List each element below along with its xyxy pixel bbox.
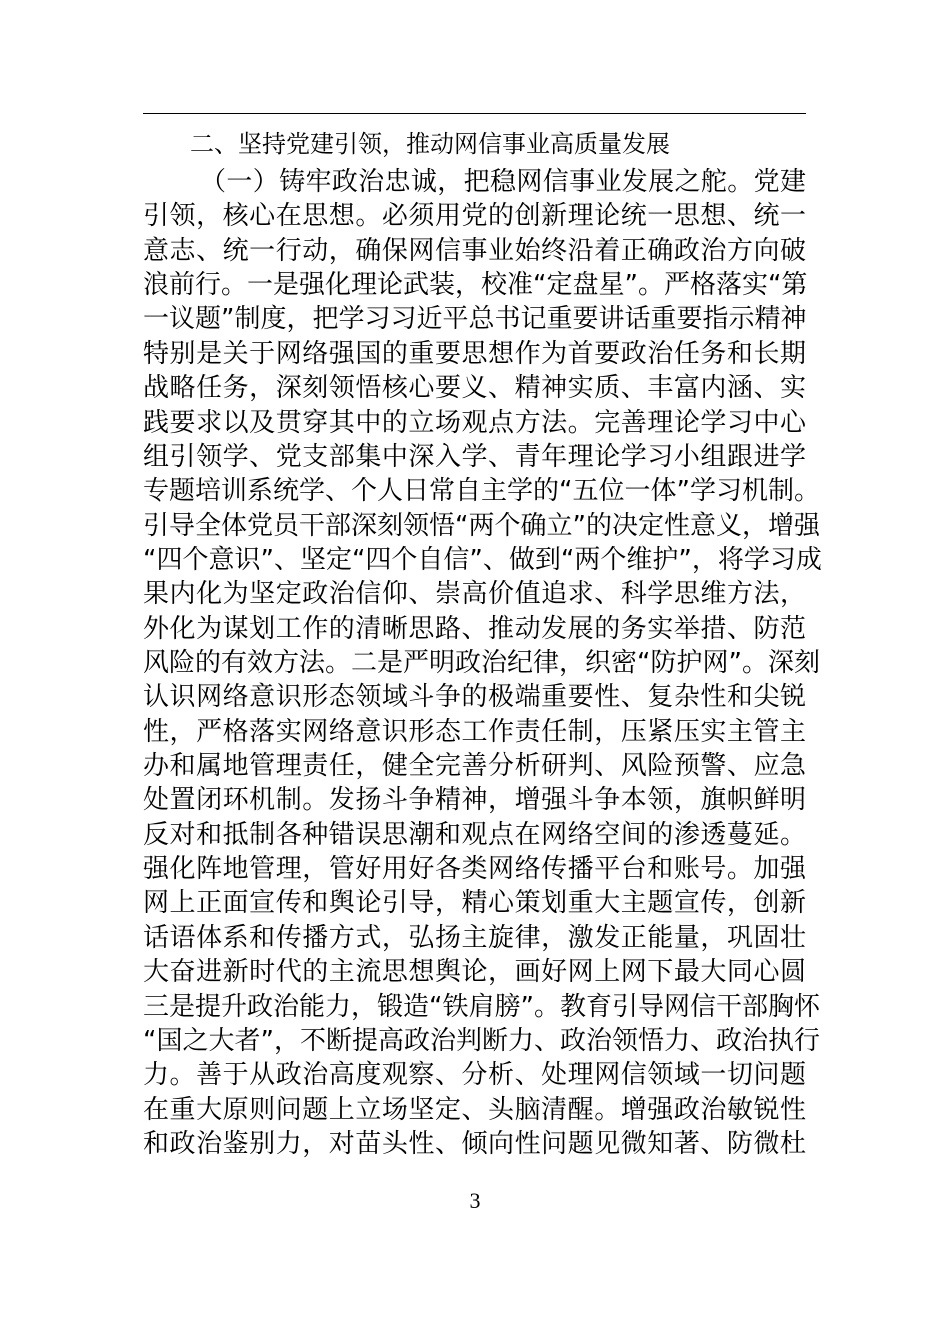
paragraph-line: 引导全体党员干部深刻领悟“两个确立”的决定性意义，增强 [143,511,820,541]
paragraph-line: “国之大者”，不断提高政治判断力、政治领悟力、政治执行 [143,1026,820,1056]
paragraph-line: 风险的有效方法。二是严明政治纪律，织密“防护网”。深刻 [143,648,820,678]
paragraph-line: 组引领学、党支部集中深入学、青年理论学习小组跟进学 [143,442,806,472]
paragraph-line: 果内化为坚定政治信仰、崇高价值追求、科学思维方法， [143,579,806,609]
paragraph-line: 处置闭环机制。发扬斗争精神，增强斗争本领，旗帜鲜明 [143,785,806,815]
paragraph-line: 大奋进新时代的主流思想舆论，画好网上网下最大同心圆 [143,957,806,987]
paragraph-line: 专题培训系统学、个人日常自主学的“五位一体”学习机制。 [143,476,820,506]
paragraph-line: 话语体系和传播方式，弘扬主旋律，激发正能量，巩固壮 [143,923,806,953]
page-number: 3 [469,1188,481,1213]
paragraph-line: 外化为谋划工作的清晰思路、推动发展的务实举措、防范 [143,614,806,644]
paragraph-line: “四个意识”、坚定“四个自信”、做到“两个维护”，将学习成 [143,545,822,575]
paragraph-line: 强化阵地管理，管好用好各类网络传播平台和账号。加强 [143,854,806,884]
paragraph-line: 反对和抵制各种错误思潮和观点在网络空间的渗透蔓延。 [143,820,806,850]
paragraph-line: 认识网络意识形态领域斗争的极端重要性、复杂性和尖锐 [143,682,806,712]
paragraph-line: 办和属地管理责任，健全完善分析研判、风险预警、应急 [143,751,806,781]
header-rule [143,113,806,114]
paragraph-line: 践要求以及贯穿其中的立场观点方法。完善理论学习中心 [143,408,806,438]
paragraph-line: 浪前行。一是强化理论武装，校准“定盘星”。严格落实“第 [143,270,808,300]
paragraph-line: 力。善于从政治高度观察、分析、处理网信领域一切问题 [143,1060,806,1090]
paragraph-line: 引领，核心在思想。必须用党的创新理论统一思想、统一 [143,201,806,231]
paragraph-line: 性，严格落实网络意识形态工作责任制，压紧压实主管主 [143,717,806,747]
paragraph-line: 网上正面宣传和舆论引导，精心策划重大主题宣传，创新 [143,888,806,918]
paragraph-line: （一）铸牢政治忠诚，把稳网信事业发展之舵。党建 [200,167,806,197]
paragraph-line: 战略任务，深刻领悟核心要义、精神实质、丰富内涵、实 [143,373,806,403]
paragraph-line: 意志、统一行动，确保网信事业始终沿着正确政治方向破 [143,236,806,266]
paragraph-line: 特别是关于网络强国的重要思想作为首要政治任务和长期 [143,339,806,369]
paragraph-line: 和政治鉴别力，对苗头性、倾向性问题见微知著、防微杜 [143,1129,806,1159]
paragraph-line: 一议题”制度，把学习习近平总书记重要讲话重要指示精神 [143,304,807,334]
paragraph-line: 在重大原则问题上立场坚定、头脑清醒。增强政治敏锐性 [143,1095,806,1125]
section-heading: 二、坚持党建引领，推动网信事业高质量发展 [190,130,670,158]
paragraph-line: 三是提升政治能力，锻造“铁肩膀”。教育引导网信干部胸怀 [143,992,820,1022]
